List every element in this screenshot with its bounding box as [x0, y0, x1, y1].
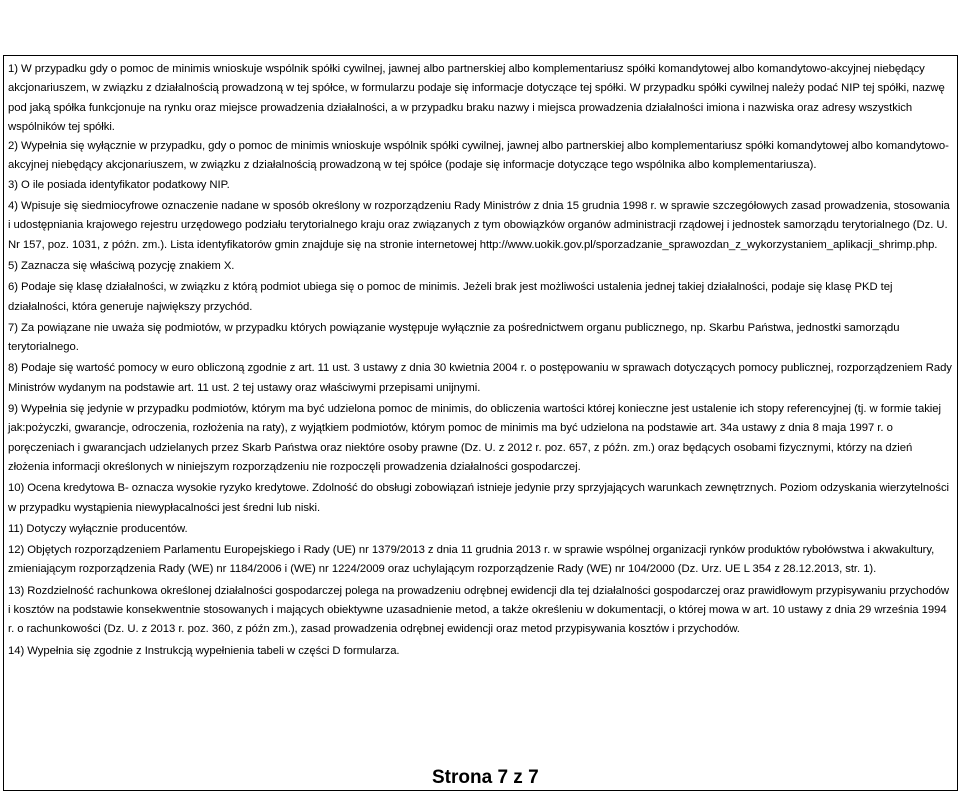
footnote-9: 9) Wypełnia się jedynie w przypadku podmiotów, którym ma być udzielona pomoc de minimis, do obliczenia wartości której konieczne jest ustalenie ich stopy referencyjnej (tj. w formie takiej jak:pożyczki, gwarancje, odroczenia, rozłożenia na raty), z wyjątkiem podmiotów, którym pomoc de minimis ma być udzielona na podstawie art. 34a ustawy z dnia 8 maja 1997 r. o poręczeniach i gwarancjach udzielanych przez Skarb Państwa oraz niektóre osoby prawne (Dz. U. z 2012 r. poz. 657, z późn. zm.) oraz będących osobami fizycznymi, którzy na dzień złożenia informacji określonych w niniejszym rozporządzeniu nie rozpoczęli prowadzenia działalności gospodarczej.	[8, 403, 941, 473]
page-number: Strona 7 z 7	[432, 767, 539, 788]
footnote-5: 5) Zaznacza się właściwą pozycję znakiem X.	[8, 259, 235, 272]
footnote-10: 10) Ocena kredytowa B- oznacza wysokie ryzyko kredytowe. Zdolność do obsługi zobowiązań istnieje jedynie przy sprzyjających warunkach zewnętrznych. Poziom odzyskania wierzytelności w przypadku wystąpienia niewypłacalności jest średni lub niski.	[8, 482, 949, 514]
footnote-14: 14) Wypełnia się zgodnie z Instrukcją wypełnienia tabeli w części D formularza.	[8, 644, 400, 657]
footnote-12: 12) Objętych rozporządzeniem Parlamentu Europejskiego i Rady (UE) nr 1379/2013 z dnia 11 grudnia 2013 r. w sprawie wspólnej organizacji rynków produktów rybołówstwa i akwakultury, zmieniającym rozporządzenia Rady (WE) nr 1184/2006 i (WE) nr 1224/2009 oraz uchylającym rozporządzenie Rady (WE) nr 104/2000 (Dz. Urz. UE L 354 z 28.12.2013, str. 1).	[8, 544, 935, 576]
footnote-4: 4) Wpisuje się siedmiocyfrowe oznaczenie nadane w sposób określony w rozporządzeniu Rady Ministrów z dnia 15 grudnia 1998 r. w sprawie szczegółowych zasad prowadzenia, stosowania i udostępniania krajowego rejestru urzędowego podziału terytorialnego kraju oraz związanych z tym obowiązków organów administracji rządowej i jednostek samorządu terytorialnego (Dz. U. Nr 157, poz. 1031, z późn. zm.). Lista identyfikatorów gmin znajduje się na stronie internetowej http://www.uokik.gov.pl/sporzadzanie_sprawozdan_z_wykorzystaniem_aplikacji_shrimp.php.	[8, 200, 950, 251]
footnote-6: 6) Podaje się klasę działalności, w związku z którą podmiot ubiega się o pomoc de minimis. Jeżeli brak jest możliwości ustalenia jednej takiej działalności, podaje się klasę PKD tej działalności, która generuje największy przychód.	[8, 281, 893, 313]
footnote-7: 7) Za powiązane nie uważa się podmiotów, w przypadku których powiązanie występuje wyłącznie za pośrednictwem organu publicznego, np. Skarbu Państwa, jednostki samorządu terytorialnego.	[8, 321, 900, 354]
footnote-11: 11) Dotyczy wyłącznie producentów.	[8, 522, 188, 535]
footnotes-list	[8, 60, 952, 661]
footnote-2: 2) Wypełnia się wyłącznie w przypadku, gdy o pomoc de minimis wnioskuje wspólnik spółki cywilnej, jawnej albo partnerskiej albo komplementariusz spółki komandytowej albo komandytowo-akcyjnej niebędący akcjonariuszem, w związku z działalnością prowadzoną w tej spółce (podaje się informacje dotyczące tego wspólnika albo komplementariusza).	[8, 140, 949, 172]
footnote-1: 1) W przypadku gdy o pomoc de minimis wnioskuje wspólnik spółki cywilnej, jawnej albo partnerskiej albo komplementariusz spółki komandytowej albo komandytowo-akcyjnej niebędący akcjonariuszem, w związku z działalnością prowadzoną w tej spółce, w formularzu podaje się informacje dotyczące tej spółki. W przypadku spółki cywilnej należy podać NIP tej spółki, nazwę pod jaką spółka funkcjonuje na rynku oraz miejsce prowadzenia działalności, a w przypadku braku nazwy i miejsca prowadzenia działalności imiona i nazwiska oraz adresy wszystkich wspólników tej spółki.	[8, 63, 945, 133]
footnote-13: 13) Rozdzielność rachunkowa określonej działalności gospodarczej polega na prowadzeniu odrębnej ewidencji dla tej działalności gospodarczej oraz prawidłowym przypisywaniu przychodów i kosztów na podstawie konsekwentnie stosowanych i mających obiektywne uzasadnienie metod, a także określeniu w dokumentacji, o której mowa w art. 10 ustawy z dnia 29 września 1994 r. o rachunkowości (Dz. U. z 2013 r. poz. 360, z późn zm.), zasad prowadzenia odrębnej ewidencji oraz metod przypisywania kosztów i przychodów.	[8, 584, 950, 636]
footnote-3: 3) O ile posiada identyfikator podatkowy NIP.	[8, 178, 230, 191]
footnote-8: 8) Podaje się wartość pomocy w euro obliczoną zgodnie z art. 11 ust. 3 ustawy z dnia 30 kwietnia 2004 r. o postępowaniu w sprawach dotyczących pomocy publicznej, rozporządzeniem Rady Ministrów wydanym na podstawie art. 11 ust. 2 tej ustawy oraz właściwymi przepisami unijnymi.	[8, 362, 952, 394]
